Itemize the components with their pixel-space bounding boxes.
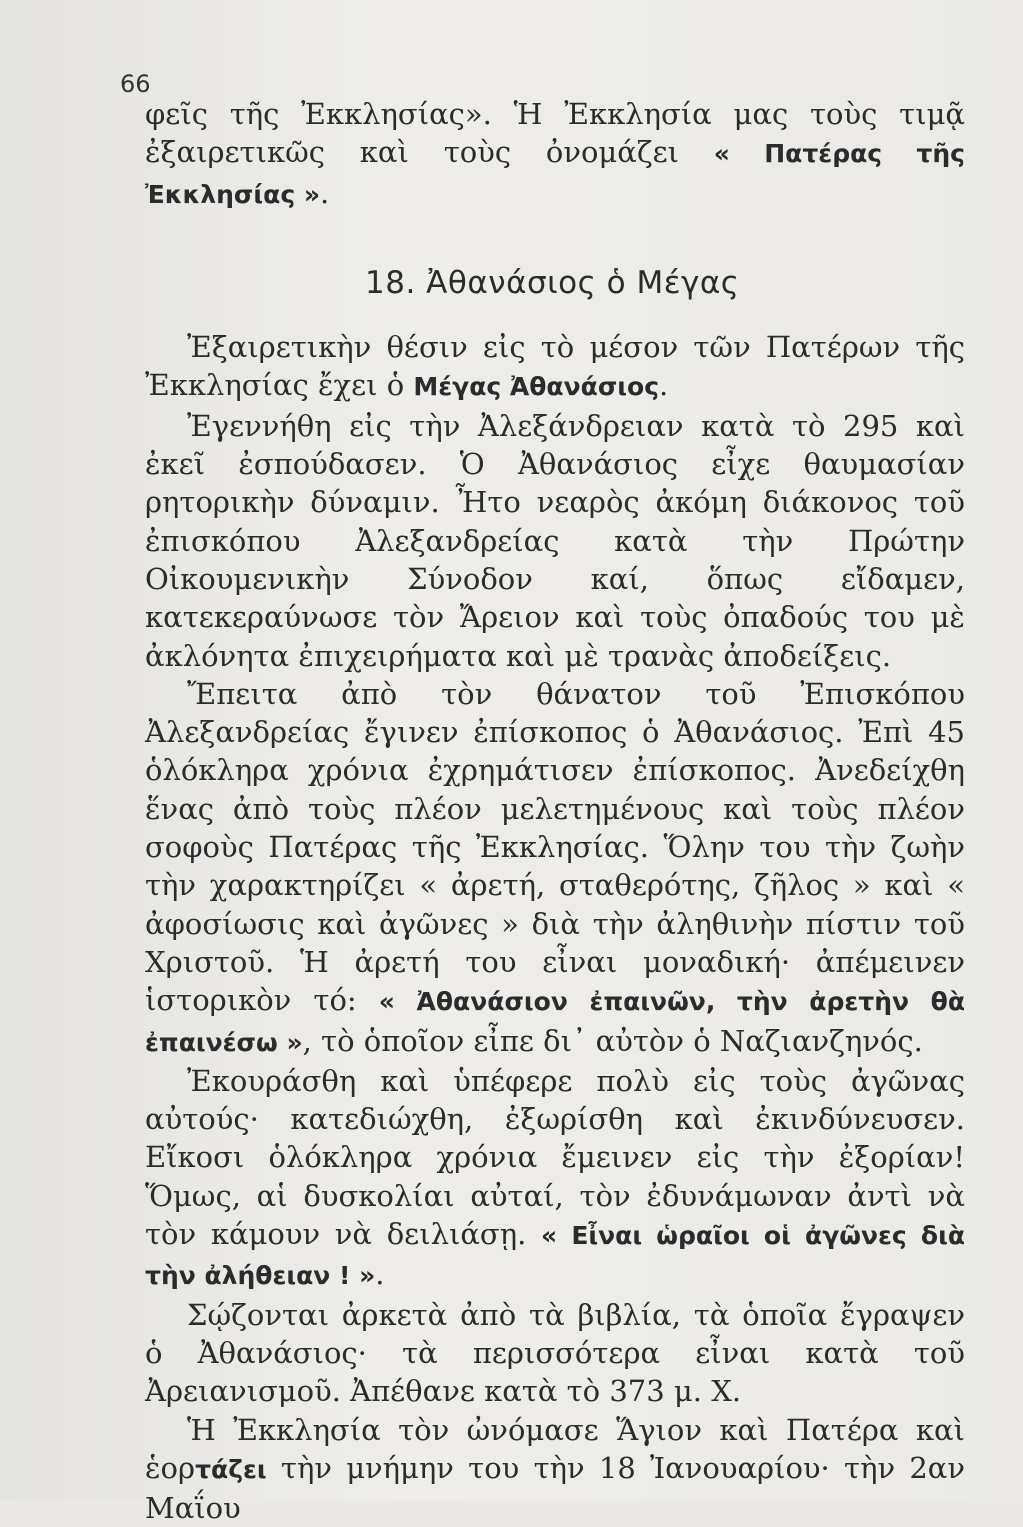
- p4-bold-quote: « Εἶναι ὡραῖοι οἱ ἀγῶνες διὰ τὴν ἀλήθειαν ! »: [145, 1221, 965, 1290]
- paragraph-6: [145, 1411, 965, 1527]
- paragraph-3: [145, 675, 965, 1062]
- paragraph-1: [145, 328, 965, 407]
- p4-text: Ἐκουράσθη καὶ ὑπέφερε πολὺ εἰς τοὺς ἀγῶνας αὐτούς· κατεδιώχθη, ἐξωρίσθη καὶ ἐκινδύνευσεν. Εἴκοσι ὁλόκληρα χρόνια ἔμεινεν εἰς τὴν ἐξορίαν! Ὅμως, αἱ δυσκολίαι αὐταί, τὸν ἐδυνάμωναν ἀντὶ νὰ τὸν κάμουν νὰ δειλιάσῃ.: [145, 1064, 965, 1251]
- page-number: 66: [120, 70, 151, 98]
- page-text: [145, 95, 965, 1527]
- intro-bold-phrase: « Πατέρας τῆς Ἐκκλησίας »: [145, 139, 965, 208]
- paragraph-5: Σῴζονται ἀρκετὰ ἀπὸ τὰ βιβλία, τὰ ὁποῖα ἔγραψεν ὁ Ἀθανάσιος· τὰ περισσότερα εἶναι κατὰ τοῦ Ἀρειανισμοῦ. Ἀπέθανε κατὰ τὸ 373 μ. Χ.: [145, 1296, 965, 1411]
- p6-bold-word: τάζει: [195, 1455, 267, 1484]
- section-heading: 18. Ἀθανάσιος ὁ Μέγας: [145, 264, 965, 302]
- p6-end: τὴν μνήμην του τὴν 18 Ἰανουαρίου· τὴν 2αν Μαΐου: [145, 1451, 965, 1525]
- p6-text: Ἡ Ἐκκλησία τὸν ὠνόμασε Ἅγιον καὶ Πατέρα καὶ ἑορ: [145, 1413, 965, 1485]
- intro-paragraph: [145, 95, 965, 214]
- p4-end: .: [375, 1257, 384, 1291]
- paragraph-4: [145, 1062, 965, 1296]
- intro-text: φεῖς τῆς Ἐκκλησίας». Ἡ Ἐκκλησία μας τοὺς τιμᾷ ἐξαιρετικῶς καὶ τοὺς ὀνομάζει: [145, 97, 965, 169]
- p3-bold-quote: « Ἀθανάσιον ἐπαινῶν, τὴν ἀρετὴν θὰ ἐπαινέσω »: [145, 987, 965, 1056]
- p3-end: , τὸ ὁποῖον εἶπε δι᾽ αὐτὸν ὁ Ναζιανζηνός.: [303, 1024, 923, 1058]
- p1-text: Ἐξαιρετικὴν θέσιν εἰς τὸ μέσον τῶν Πατέρων τῆς Ἐκκλησίας ἔχει ὁ: [145, 330, 965, 402]
- intro-end: .: [320, 176, 329, 210]
- paragraph-2: Ἐγεννήθη εἰς τὴν Ἀλεξάνδρειαν κατὰ τὸ 295 καὶ ἐκεῖ ἐσπούδασεν. Ὁ Ἀθανάσιος εἶχε θαυμασίαν ρητορικὴν δύναμιν. Ἦτο νεαρὸς ἀκόμη διάκονος τοῦ ἐπισκόπου Ἀλεξανδρείας κατὰ τὴν Πρώτην Οἰκουμενικὴν Σύνοδον καί, ὅπως εἴδαμεν, κατεκεραύνωσε τὸν Ἄρειον καὶ τοὺς ὀπαδούς του μὲ ἀκλόνητα ἐπιχειρήματα καὶ μὲ τρανὰς ἀποδείξεις.: [145, 407, 965, 675]
- p1-bold-name: Μέγας Ἀθανάσιος: [413, 372, 659, 401]
- p3-text: Ἔπειτα ἀπὸ τὸν θάνατον τοῦ Ἐπισκόπου Ἀλεξανδρείας ἔγινεν ἐπίσκοπος ὁ Ἀθανάσιος. Ἐπὶ 45 ὁλόκληρα χρόνια ἐχρημάτισεν ἐπίσκοπος. Ἀνεδείχθη ἕνας ἀπὸ τοὺς πλέον μελετημένους καὶ τοὺς πλέον σοφοὺς Πατέρας τῆς Ἐκκλησίας. Ὅλην του τὴν ζωὴν τὴν χαρακτηρίζει « ἀρετή, σταθερότης, ζῆλος » καὶ « ἀφοσίωσις καὶ ἀγῶνες » διὰ τὴν ἀληθινὴν πίστιν τοῦ Χριστοῦ. Ἡ ἀρετή του εἶναι μοναδική· ἀπέμεινεν ἱστορικὸν τό:: [145, 677, 965, 1017]
- p1-end: .: [659, 368, 668, 402]
